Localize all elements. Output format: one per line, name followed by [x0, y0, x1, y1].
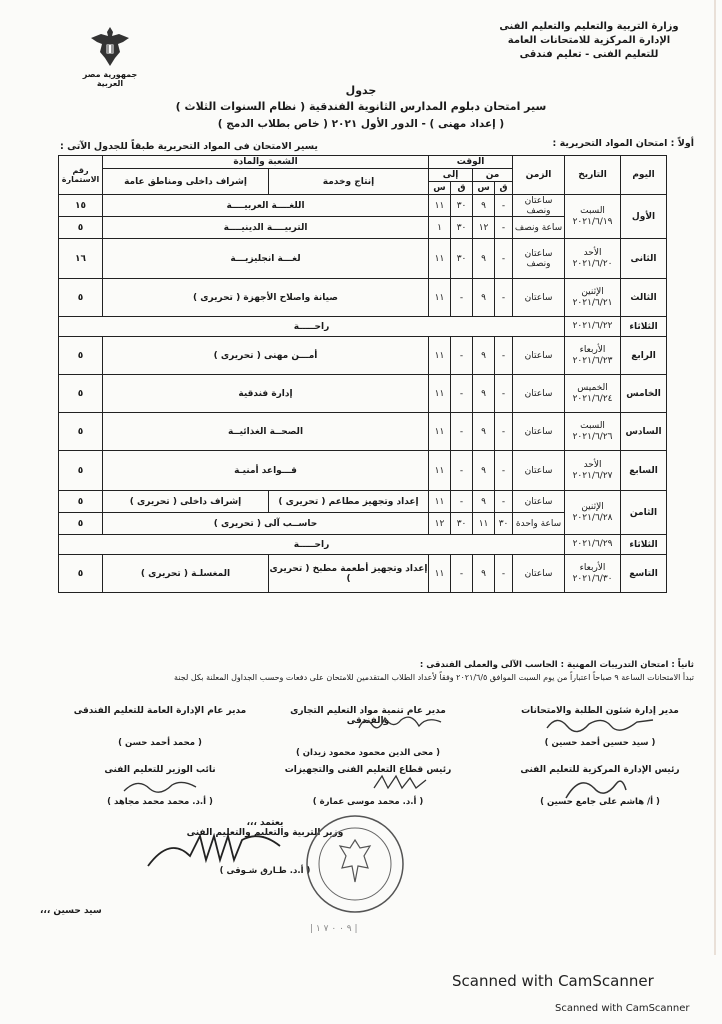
weekday: الخميس [577, 382, 608, 393]
date-value: ٢٠٢١/٦/٣٠ [572, 573, 613, 584]
col-production: إنتاج وخدمة [269, 169, 429, 195]
exam-row [59, 337, 667, 375]
col-from-q: ق [495, 182, 513, 195]
from-minute-cell: - [495, 217, 513, 239]
grade-cell: ٥ [59, 491, 103, 513]
signature-scribble [120, 775, 200, 799]
to-minute-cell: ٣٠ [451, 513, 473, 535]
exam-row [59, 555, 667, 593]
day-cell: الخامس [621, 375, 667, 413]
to-minute-cell: ٣٠ [451, 217, 473, 239]
from-minute-cell: ٣٠ [495, 513, 513, 535]
day-cell: الثانى [621, 239, 667, 279]
to-hour-cell: ١ [429, 217, 451, 239]
doc-subtitle: سير امتحان دبلوم المدارس الثانوية الفندقية ( نظام السنوات الثلاث ) [175, 100, 547, 113]
duration-cell: ساعتان [513, 375, 565, 413]
subject-cell: صيانة واصلاح الأجهزة ( تحريرى ) [103, 279, 429, 317]
grade-cell: ١٥ [59, 195, 103, 217]
to-hour-cell: ١١ [429, 195, 451, 217]
signature-block [268, 765, 468, 807]
subject-cell: التربيــــة الدينيــــة [103, 217, 429, 239]
section-1-label: أولاً : امتحان المواد التحريرية : [552, 138, 694, 149]
col-division: الشعبة والمادة [103, 156, 429, 169]
typist-note: سيد حسين ،،، [40, 906, 102, 916]
day-cell: الرابع [621, 337, 667, 375]
to-minute-cell: - [451, 555, 473, 593]
exam-row [59, 279, 667, 317]
signature-name: ( أ/ هاشم على جامع حسين ) [540, 797, 660, 807]
grade-cell: ٥ [59, 337, 103, 375]
from-hour-cell: ١٢ [473, 217, 495, 239]
rest-label: راحـــــة [59, 317, 565, 337]
weekday: الإثنين [581, 501, 604, 512]
signature-name: ( محمد أحمد حسن ) [118, 738, 202, 748]
grade-cell: ١٦ [59, 239, 103, 279]
signature-name: ( أ.د. محمد محمد مجاهد ) [107, 797, 213, 807]
duration-cell: ساعتان [513, 555, 565, 593]
ministry-line-1: وزارة التربية والتعليم والتعليم الفنى [499, 21, 679, 32]
approval-title: وزير التربية والتعليم والتعليم الفنى [186, 828, 344, 838]
scan-edge-shadow [714, 0, 716, 955]
date-cell: ٢٠٢١/٦/٢٢ [565, 317, 621, 337]
from-minute-cell: - [495, 451, 513, 491]
from-minute-cell: - [495, 279, 513, 317]
signature-scribble [355, 708, 445, 736]
signature-title: مدير إدارة شئون الطلبة والامتحانات [521, 706, 679, 716]
duration-cell: ساعتان [513, 413, 565, 451]
signature-title: مدير عام الإدارة العامة للتعليم الفندقى [73, 706, 247, 716]
date-cell [565, 491, 621, 535]
from-hour-cell: ٩ [473, 491, 495, 513]
exam-row [59, 451, 667, 491]
section-2-note: ثانياً : امتحان التدريبات المهنية : الحاسب الآلى والعملى الفندقى : [419, 660, 694, 670]
signature-title: رئيس قطاع التعليم الفنى والتجهيزات [284, 765, 452, 775]
to-minute-cell: - [451, 491, 473, 513]
scanner-watermark-small: Scanned with CamScanner [555, 1003, 690, 1014]
date-cell [565, 279, 621, 317]
date-value: ٢٠٢١/٦/١٩ [572, 216, 613, 227]
signature-title: نائب الوزير للتعليم الفنى [104, 765, 216, 775]
date-cell [565, 413, 621, 451]
signature-title: رئيس الإدارة المركزية للتعليم الفنى [520, 765, 680, 775]
from-hour-cell: ٩ [473, 195, 495, 217]
subject-production-cell: إعداد وتجهيز أطعمة مطبخ ( تحريرى ) [269, 555, 429, 593]
official-stamp-icon [300, 812, 410, 917]
table-body [59, 195, 667, 593]
weekday: السبت [580, 205, 605, 216]
from-minute-cell: - [495, 195, 513, 217]
date-cell: ٢٠٢١/٦/٢٩ [565, 535, 621, 555]
to-hour-cell: ١١ [429, 337, 451, 375]
from-hour-cell: ٩ [473, 337, 495, 375]
grade-cell: ٥ [59, 375, 103, 413]
to-minute-cell: ٣٠ [451, 239, 473, 279]
date-value: ٢٠٢١/٦/٢٤ [572, 393, 613, 404]
ministry-header [474, 20, 704, 62]
duration-cell: ساعتان ونصف [513, 239, 565, 279]
grade-cell: ٥ [59, 555, 103, 593]
date-cell [565, 375, 621, 413]
from-minute-cell: - [495, 555, 513, 593]
faded-serial: | ٩ ٠ ٠ ٧ ١ | [310, 924, 358, 934]
to-minute-cell: - [451, 375, 473, 413]
grade-cell: ٥ [59, 413, 103, 451]
grade-cell: ٥ [59, 451, 103, 491]
to-hour-cell: ١١ [429, 451, 451, 491]
date-cell [565, 195, 621, 239]
approval-name: ( أ.د. طـارق شـوقى ) [219, 866, 311, 876]
duration-cell: ساعة ونصف [513, 217, 565, 239]
date-value: ٢٠٢١/٦/٢٧ [572, 470, 613, 481]
to-hour-cell: ١٢ [429, 513, 451, 535]
rest-row [59, 317, 667, 337]
duration-cell: ساعتان [513, 279, 565, 317]
duration-cell: ساعتان [513, 491, 565, 513]
exam-row [59, 195, 667, 217]
from-hour-cell: ٩ [473, 413, 495, 451]
ministry-line-3: للتعليم الفنى - تعليم فندقى [519, 49, 659, 60]
rest-label: راحـــــة [59, 535, 565, 555]
signature-block [60, 706, 260, 748]
subject-cell: حاســب آلى ( تحريرى ) [103, 513, 429, 535]
col-to-q: ق [451, 182, 473, 195]
scanner-watermark: Scanned with CamScanner [452, 972, 654, 990]
date-cell [565, 337, 621, 375]
duration-cell: ساعة واحدة [513, 513, 565, 535]
date-cell [565, 239, 621, 279]
date-value: ٢٠٢١/٦/٢٦ [572, 431, 613, 442]
grade-cell: ٥ [59, 513, 103, 535]
from-hour-cell: ٩ [473, 451, 495, 491]
subject-supervision-cell: إشراف داخلى ( تحريرى ) [103, 491, 269, 513]
col-from-s: س [473, 182, 495, 195]
to-hour-cell: ١١ [429, 555, 451, 593]
date-value: ٢٠٢١/٦/٢٣ [572, 355, 613, 366]
to-hour-cell: ١١ [429, 239, 451, 279]
weekday: الأحد [583, 247, 602, 258]
subject-cell: لغـــة انجليزيـــة [103, 239, 429, 279]
section-1-note: يسير الامتحان فى المواد التحريرية طبقاً للجدول الآتى : [60, 141, 318, 152]
to-minute-cell: - [451, 279, 473, 317]
from-hour-cell: ٩ [473, 375, 495, 413]
rest-row [59, 535, 667, 555]
from-minute-cell: - [495, 491, 513, 513]
subject-cell: الصحــة الغذائيــة [103, 413, 429, 451]
signature-title: مدير عام تنمية مواد التعليم التجارى والفندقى [290, 706, 446, 726]
date-cell [565, 555, 621, 593]
emblem-caption: جمهورية مصر العربية [82, 70, 138, 88]
col-to-s: س [429, 182, 451, 195]
exam-row [59, 239, 667, 279]
grade-cell: ٥ [59, 217, 103, 239]
doc-subtitle-2: ( إعداد مهنى ) - الدور الأول ٢٠٢١ ( خاص بطلاب الدمج ) [217, 118, 505, 130]
day-cell: الأول [621, 195, 667, 239]
date-value: ٢٠٢١/٦/٢٠ [572, 258, 613, 269]
day-cell: الثامن [621, 491, 667, 535]
doc-title: جدول [345, 84, 377, 97]
col-supervision: إشراف داخلى ومناطق عامة [103, 169, 269, 195]
weekday: السبت [580, 420, 605, 431]
day-cell: الثلاثاء [621, 535, 667, 555]
day-cell: السادس [621, 413, 667, 451]
signature-scribble [560, 770, 630, 806]
date-value: ٢٠٢١/٦/٢١ [572, 297, 613, 308]
col-duration: الزمن [513, 156, 565, 195]
subject-supervision-cell: المغسلـة ( تحريرى ) [103, 555, 269, 593]
subject-cell: إدارة فندقية [103, 375, 429, 413]
from-minute-cell: - [495, 413, 513, 451]
day-cell: السابع [621, 451, 667, 491]
signature-name: ( أ.د. محمد موسى عمارة ) [312, 797, 424, 807]
signature-name: ( سيد حسين أحمد حسين ) [544, 738, 656, 748]
subject-production-cell: إعداد وتجهيز مطاعم ( تحريرى ) [269, 491, 429, 513]
weekday: الأربعاء [579, 562, 606, 573]
subject-cell: قـــواعد أمنيـة [103, 451, 429, 491]
day-cell: التاسع [621, 555, 667, 593]
to-minute-cell: - [451, 451, 473, 491]
from-hour-cell: ١١ [473, 513, 495, 535]
date-cell [565, 451, 621, 491]
weekday: الإثنين [581, 286, 604, 297]
signature-name: ( محى الدين محمود محمود زيدان ) [295, 748, 441, 758]
to-hour-cell: ١١ [429, 413, 451, 451]
to-minute-cell: ٣٠ [451, 195, 473, 217]
weekday: الأربعاء [579, 344, 606, 355]
table-header [59, 156, 667, 195]
to-minute-cell: - [451, 337, 473, 375]
col-grade-no: رقم الاستمارة [59, 156, 103, 195]
from-hour-cell: ٩ [473, 279, 495, 317]
col-day: اليوم [621, 156, 667, 195]
duration-cell: ساعتان [513, 337, 565, 375]
date-value: ٢٠٢١/٦/٢٨ [572, 512, 613, 523]
day-cell: الثلاثاء [621, 317, 667, 337]
signature-scribble [140, 826, 290, 876]
ministry-line-2: الإدارة المركزية للامتحانات العامة [507, 35, 671, 46]
col-from: من [473, 169, 513, 182]
weekday: الأحد [583, 459, 602, 470]
signature-scribble [370, 770, 430, 794]
grade-cell: ٥ [59, 279, 103, 317]
approval-label: يعتمد ،،، [246, 818, 284, 828]
col-date: التاريخ [565, 156, 621, 195]
to-minute-cell: - [451, 413, 473, 451]
from-hour-cell: ٩ [473, 239, 495, 279]
duration-cell: ساعتان ونصف [513, 195, 565, 217]
to-hour-cell: ١١ [429, 491, 451, 513]
exam-row [59, 413, 667, 451]
to-hour-cell: ١١ [429, 375, 451, 413]
col-to: إلى [429, 169, 473, 182]
from-minute-cell: - [495, 239, 513, 279]
from-hour-cell: ٩ [473, 555, 495, 593]
subject-cell: اللغــــة العربيــــة [103, 195, 429, 217]
duration-cell: ساعتان [513, 451, 565, 491]
exam-schedule-table [58, 155, 667, 593]
signature-scribble [545, 710, 655, 736]
from-minute-cell: - [495, 375, 513, 413]
to-hour-cell: ١١ [429, 279, 451, 317]
subject-cell: أمـــن مهنى ( تحريرى ) [103, 337, 429, 375]
exam-row [59, 491, 667, 513]
col-time: الوقت [429, 156, 513, 169]
from-minute-cell: - [495, 337, 513, 375]
eagle-emblem-icon [85, 22, 135, 72]
day-cell: الثالث [621, 279, 667, 317]
start-note: تبدأ الامتحانات الساعة ٩ صباحاً اعتباراً من يوم السبت الموافق ٢٠٢١/٦/٥ وفقاً لأعداد الطلاب المتقدمين للامتحان على دفعات وحسب الجداول المعلنة بكل لجنة [173, 673, 694, 682]
exam-row [59, 375, 667, 413]
